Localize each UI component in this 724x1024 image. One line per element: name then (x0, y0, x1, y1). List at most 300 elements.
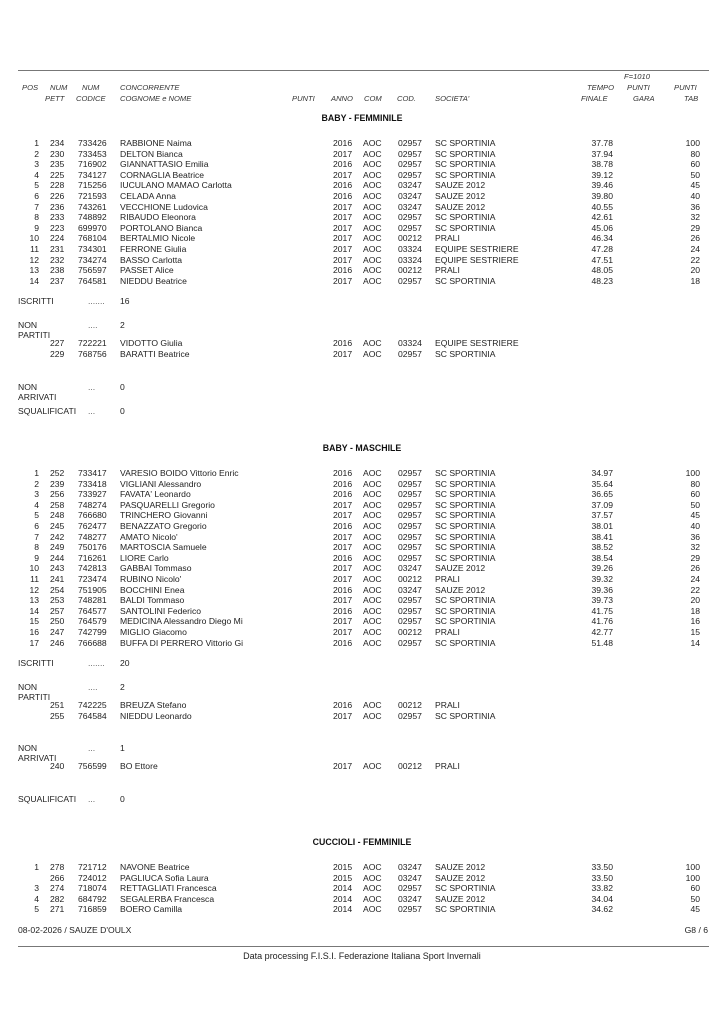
bib-number: 278 (50, 862, 65, 872)
birth-year: 2017 (333, 148, 353, 159)
table-points: 32 (690, 212, 700, 223)
position: 9 (34, 552, 39, 563)
committee: AOC (363, 627, 382, 637)
birth-year: 2017 (333, 275, 353, 286)
final-time: 37.09 (591, 499, 613, 510)
result-row (0, 542, 724, 553)
birth-year: 2017 (333, 349, 353, 359)
result-row (0, 265, 724, 276)
birth-year: 2016 (333, 637, 353, 648)
committee: AOC (363, 893, 382, 904)
table-points: 32 (690, 542, 700, 553)
birth-year: 2016 (333, 521, 353, 531)
final-time: 42.77 (591, 627, 613, 637)
bib-number: 246 (50, 637, 65, 648)
result-row (0, 276, 724, 287)
birth-year: 2014 (333, 883, 353, 894)
result-row (0, 191, 724, 202)
footer-credit: Data processing F.I.S.I. Federazione Italiana Sport Invernali (243, 951, 481, 961)
committee: AOC (363, 478, 382, 489)
club-name: SC SPORTINIA (435, 595, 496, 606)
final-time: 47.51 (591, 254, 613, 265)
col-tempo-2: FINALE (581, 94, 608, 103)
col-tempo-1: TEMPO (587, 83, 615, 92)
final-time: 47.28 (591, 244, 613, 254)
bib-number: 234 (50, 138, 65, 148)
club-code: 00212 (398, 233, 422, 244)
birth-year: 2017 (333, 574, 353, 584)
result-row (0, 638, 724, 649)
col-punti: PUNTI (292, 94, 315, 103)
club-name: SAUZE 2012 (435, 872, 486, 883)
table-points: 20 (690, 595, 700, 606)
club-name: SC SPORTINIA (435, 468, 496, 478)
result-row (0, 500, 724, 511)
committee: AOC (363, 552, 382, 563)
table-points: 24 (690, 244, 700, 254)
athlete-name: BOCCHINI Enea (120, 584, 185, 595)
col-punti-tab-1: PUNTI (674, 83, 697, 92)
result-row (0, 521, 724, 532)
position: 12 (29, 254, 39, 265)
col-num-pett-1: NUM (50, 83, 68, 92)
athlete-name: CORNAGLIA Beatrice (120, 169, 205, 180)
table-points: 18 (690, 605, 700, 616)
club-code: 02957 (398, 542, 422, 553)
col-pos: POS (22, 83, 39, 92)
athlete-code: 756599 (78, 761, 107, 772)
club-name: SC SPORTINIA (435, 169, 496, 180)
club-name: SC SPORTINIA (435, 883, 496, 894)
table-points: 22 (690, 254, 700, 265)
col-num-codice-1: NUM (82, 83, 100, 92)
athlete-name: PASSET Alice (120, 265, 174, 276)
club-name: PRALI (435, 265, 460, 276)
result-row (0, 883, 724, 894)
athlete-code: 733426 (78, 138, 107, 148)
athlete-name: TRINCHERO Giovanni (120, 510, 208, 521)
col-punti-tab-2: TAB (684, 94, 699, 103)
table-points: 45 (690, 180, 700, 191)
athlete-name: PORTOLANO Bianca (120, 222, 203, 233)
table-points: 18 (690, 275, 700, 286)
stat-dots: .... (88, 682, 98, 693)
athlete-code: 764581 (78, 275, 107, 286)
committee: AOC (363, 605, 382, 616)
club-code: 02957 (398, 883, 422, 894)
position: 13 (29, 595, 39, 606)
athlete-code: 699970 (78, 222, 107, 233)
result-row (0, 149, 724, 160)
bib-number: 243 (50, 563, 65, 574)
col-cod: COD. (397, 94, 416, 103)
stat-dots: ... (88, 405, 96, 416)
table-points: 24 (690, 574, 700, 584)
athlete-name: RETTAGLIATI Francesca (120, 883, 217, 894)
athlete-code: 764577 (78, 605, 107, 616)
club-name: SAUZE 2012 (435, 201, 486, 212)
bib-number: 256 (50, 489, 65, 500)
birth-year: 2017 (333, 233, 353, 244)
stat-value: 0 (120, 794, 125, 804)
athlete-code: 743261 (78, 201, 107, 212)
result-row (0, 244, 724, 255)
club-name: PRALI (435, 233, 460, 244)
stat-label: NON PARTITI (18, 320, 51, 341)
position: 5 (34, 510, 39, 521)
result-row (0, 202, 724, 213)
athlete-name: CELADA Anna (120, 191, 176, 201)
table-points: 36 (690, 531, 700, 542)
birth-year: 2015 (333, 872, 353, 883)
final-time: 40.55 (591, 201, 613, 212)
position: 3 (34, 489, 39, 500)
club-name: SAUZE 2012 (435, 180, 486, 191)
final-time: 34.62 (591, 904, 613, 915)
club-code: 00212 (398, 265, 422, 276)
bib-number: 231 (50, 244, 65, 254)
club-name: SC SPORTINIA (435, 138, 496, 148)
position: 3 (34, 883, 39, 894)
club-code: 02957 (398, 169, 422, 180)
position: 1 (34, 138, 39, 148)
table-points: 50 (690, 893, 700, 904)
birth-year: 2014 (333, 893, 353, 904)
birth-year: 2017 (333, 595, 353, 606)
athlete-name: PASQUARELLI Gregorio (120, 499, 215, 510)
table-points: 50 (690, 169, 700, 180)
club-code: 03247 (398, 563, 422, 574)
athlete-name: BOERO Camilla (120, 904, 183, 915)
stat-label: NON ARRIVATI (18, 743, 57, 764)
final-time: 38.41 (591, 531, 613, 542)
athlete-name: BASSO Carlotta (120, 254, 183, 265)
bib-number: 237 (50, 275, 65, 286)
athlete-code: 734127 (78, 169, 107, 180)
athlete-name: LIORE Carlo (120, 552, 169, 563)
table-points: 26 (690, 233, 700, 244)
final-time: 33.82 (591, 883, 613, 894)
athlete-name: NIEDDU Beatrice (120, 275, 187, 286)
position: 17 (29, 637, 39, 648)
athlete-name: NIEDDU Leonardo (120, 710, 192, 721)
table-points: 100 (685, 872, 700, 883)
bib-number: 271 (50, 904, 65, 915)
final-time: 33.50 (591, 872, 613, 883)
final-time: 39.73 (591, 595, 613, 606)
position: 4 (34, 169, 39, 180)
result-row (0, 233, 724, 244)
table-points: 26 (690, 563, 700, 574)
club-name: EQUIPE SESTRIERE (435, 254, 519, 265)
athlete-name: IUCULANO MAMAO Carlotta (120, 180, 232, 191)
birth-year: 2017 (333, 542, 353, 553)
col-anno: ANNO (331, 94, 353, 103)
club-name: SC SPORTINIA (435, 904, 496, 915)
position: 16 (29, 627, 39, 637)
club-name: SC SPORTINIA (435, 710, 496, 721)
table-points: 80 (690, 148, 700, 159)
top-divider (18, 70, 709, 71)
athlete-name: AMATO Nicolo' (120, 531, 178, 542)
club-code: 00212 (398, 761, 422, 772)
athlete-name: VARESIO BOIDO Vittorio Enric (120, 468, 239, 478)
bib-number: 227 (50, 338, 65, 349)
position: 4 (34, 893, 39, 904)
club-name: SC SPORTINIA (435, 222, 496, 233)
position: 14 (29, 605, 39, 616)
committee: AOC (363, 710, 382, 721)
athlete-name: SANTOLINI Federico (120, 605, 202, 616)
committee: AOC (363, 904, 382, 915)
position: 9 (34, 222, 39, 233)
committee: AOC (363, 338, 382, 349)
birth-year: 2015 (333, 862, 353, 872)
athlete-name: GIANNATTASIO Emilia (120, 159, 209, 170)
col-com: COM (364, 94, 382, 103)
club-name: SC SPORTINIA (435, 349, 496, 359)
committee: AOC (363, 542, 382, 553)
club-name: SC SPORTINIA (435, 148, 496, 159)
committee: AOC (363, 138, 382, 148)
bottom-divider (18, 946, 709, 947)
committee: AOC (363, 862, 382, 872)
athlete-name: MIGLIO Giacomo (120, 627, 187, 637)
club-name: SC SPORTINIA (435, 159, 496, 170)
table-points: 14 (690, 637, 700, 648)
f-factor: F=1010 (624, 72, 650, 81)
final-time: 39.26 (591, 563, 613, 574)
bib-number: 230 (50, 148, 65, 159)
bib-number: 226 (50, 191, 65, 201)
footer-page-number: G8 / 6 (684, 925, 708, 935)
birth-year: 2016 (333, 191, 353, 201)
bib-number: 233 (50, 212, 65, 223)
athlete-code: 742225 (78, 700, 107, 711)
result-row (0, 585, 724, 596)
club-code: 03247 (398, 862, 422, 872)
committee: AOC (363, 574, 382, 584)
col-num-codice-2: CODICE (76, 94, 106, 103)
result-row (0, 468, 724, 479)
birth-year: 2017 (333, 563, 353, 574)
table-points: 45 (690, 510, 700, 521)
athlete-code: 734274 (78, 254, 107, 265)
final-time: 41.75 (591, 605, 613, 616)
athlete-code: 723474 (78, 574, 107, 584)
birth-year: 2016 (333, 138, 353, 148)
final-time: 38.78 (591, 159, 613, 170)
club-code: 02957 (398, 637, 422, 648)
club-code: 03247 (398, 584, 422, 595)
athlete-code: 733418 (78, 478, 107, 489)
athlete-code: 721593 (78, 191, 107, 201)
committee: AOC (363, 233, 382, 244)
result-row (0, 479, 724, 490)
final-time: 39.46 (591, 180, 613, 191)
bib-number: 249 (50, 542, 65, 553)
result-row (0, 510, 724, 521)
committee: AOC (363, 510, 382, 521)
result-row (0, 489, 724, 500)
athlete-name: GABBAI Tommaso (120, 563, 192, 574)
result-row (0, 180, 724, 191)
bib-number: 228 (50, 180, 65, 191)
bib-number: 241 (50, 574, 65, 584)
table-points: 16 (690, 616, 700, 627)
club-code: 02957 (398, 159, 422, 170)
club-code: 03247 (398, 893, 422, 904)
athlete-name: BARATTI Beatrice (120, 349, 190, 359)
athlete-code: 733453 (78, 148, 107, 159)
committee: AOC (363, 700, 382, 711)
club-name: SC SPORTINIA (435, 489, 496, 500)
bib-number: 238 (50, 265, 65, 276)
position: 12 (29, 584, 39, 595)
club-code: 03247 (398, 201, 422, 212)
committee: AOC (363, 761, 382, 772)
club-code: 02957 (398, 616, 422, 627)
athlete-name: BALDI Tommaso (120, 595, 185, 606)
final-time: 48.23 (591, 275, 613, 286)
result-row (0, 616, 724, 627)
result-row (0, 595, 724, 606)
position: 6 (34, 191, 39, 201)
club-code: 03247 (398, 180, 422, 191)
athlete-code: 748892 (78, 212, 107, 223)
col-punti-gara-1: PUNTI (627, 83, 650, 92)
birth-year: 2016 (333, 700, 353, 711)
position: 6 (34, 521, 39, 531)
footer-date-place: 08-02-2026 / SAUZE D'OULX (18, 925, 132, 935)
athlete-name: NAVONE Beatrice (120, 862, 190, 872)
athlete-name: SEGALERBA Francesca (120, 893, 215, 904)
club-name: SC SPORTINIA (435, 605, 496, 616)
col-cognome-nome: COGNOME e NOME (120, 94, 192, 103)
absent-row (0, 349, 724, 360)
result-row (0, 223, 724, 234)
stat-value: 20 (120, 658, 130, 669)
result-row (0, 894, 724, 905)
athlete-name: RIBAUDO Eleonora (120, 212, 196, 223)
position: 8 (34, 542, 39, 553)
club-code: 00212 (398, 700, 422, 711)
bib-number: 225 (50, 169, 65, 180)
club-code: 02957 (398, 349, 422, 359)
section-title: CUCCIOLI - FEMMINILE (312, 837, 412, 847)
birth-year: 2016 (333, 584, 353, 595)
bib-number: 244 (50, 552, 65, 563)
stat-dots: ... (88, 794, 96, 804)
table-points: 60 (690, 489, 700, 500)
birth-year: 2016 (333, 180, 353, 191)
position: 5 (34, 180, 39, 191)
position: 1 (34, 862, 39, 872)
result-row (0, 862, 724, 873)
bib-number: 240 (50, 761, 65, 772)
birth-year: 2016 (333, 552, 353, 563)
stat-value: 2 (120, 682, 125, 693)
club-name: SAUZE 2012 (435, 862, 486, 872)
position: 10 (29, 563, 39, 574)
table-points: 20 (690, 265, 700, 276)
position: 4 (34, 499, 39, 510)
final-time: 33.50 (591, 862, 613, 872)
athlete-code: 716859 (78, 904, 107, 915)
club-code: 02957 (398, 468, 422, 478)
result-row (0, 170, 724, 181)
table-points: 60 (690, 883, 700, 894)
committee: AOC (363, 489, 382, 500)
committee: AOC (363, 180, 382, 191)
final-time: 38.52 (591, 542, 613, 553)
bib-number: 266 (50, 872, 65, 883)
final-time: 48.05 (591, 265, 613, 276)
table-points: 15 (690, 627, 700, 637)
athlete-code: 766688 (78, 637, 107, 648)
club-code: 03324 (398, 338, 422, 349)
athlete-code: 742813 (78, 563, 107, 574)
club-name: SC SPORTINIA (435, 510, 496, 521)
position: 11 (30, 244, 39, 254)
birth-year: 2016 (333, 265, 353, 276)
committee: AOC (363, 872, 382, 883)
birth-year: 2017 (333, 616, 353, 627)
birth-year: 2014 (333, 904, 353, 915)
athlete-name: RABBIONE Naima (120, 138, 192, 148)
bib-number: 224 (50, 233, 65, 244)
committee: AOC (363, 616, 382, 627)
final-time: 39.12 (591, 169, 613, 180)
final-time: 35.64 (591, 478, 613, 489)
bib-number: 282 (50, 893, 65, 904)
club-code: 02957 (398, 212, 422, 223)
athlete-code: 715256 (78, 180, 107, 191)
position: 8 (34, 212, 39, 223)
committee: AOC (363, 521, 382, 531)
result-row (0, 574, 724, 585)
committee: AOC (363, 254, 382, 265)
absent-row (0, 700, 724, 711)
table-points: 50 (690, 499, 700, 510)
athlete-code: 756597 (78, 265, 107, 276)
committee: AOC (363, 637, 382, 648)
club-name: SC SPORTINIA (435, 542, 496, 553)
club-name: SAUZE 2012 (435, 893, 486, 904)
birth-year: 2017 (333, 761, 353, 772)
position: 1 (34, 468, 39, 478)
athlete-code: 750176 (78, 542, 107, 553)
bib-number: 235 (50, 159, 65, 170)
birth-year: 2017 (333, 169, 353, 180)
athlete-code: 764579 (78, 616, 107, 627)
bib-number: 251 (50, 700, 65, 711)
club-name: SC SPORTINIA (435, 499, 496, 510)
stat-value: 0 (120, 381, 125, 392)
athlete-code: 748274 (78, 499, 107, 510)
athlete-name: VECCHIONE Ludovica (120, 201, 208, 212)
athlete-code: 766680 (78, 510, 107, 521)
club-name: SAUZE 2012 (435, 584, 486, 595)
stat-dots: ... (88, 381, 96, 392)
result-row (0, 212, 724, 223)
table-points: 22 (690, 584, 700, 595)
result-row (0, 873, 724, 884)
col-punti-gara-2: GARA (633, 94, 655, 103)
athlete-name: MARTOSCIA Samuele (120, 542, 207, 553)
table-points: 100 (685, 862, 700, 872)
stat-dots: ....... (88, 296, 105, 307)
